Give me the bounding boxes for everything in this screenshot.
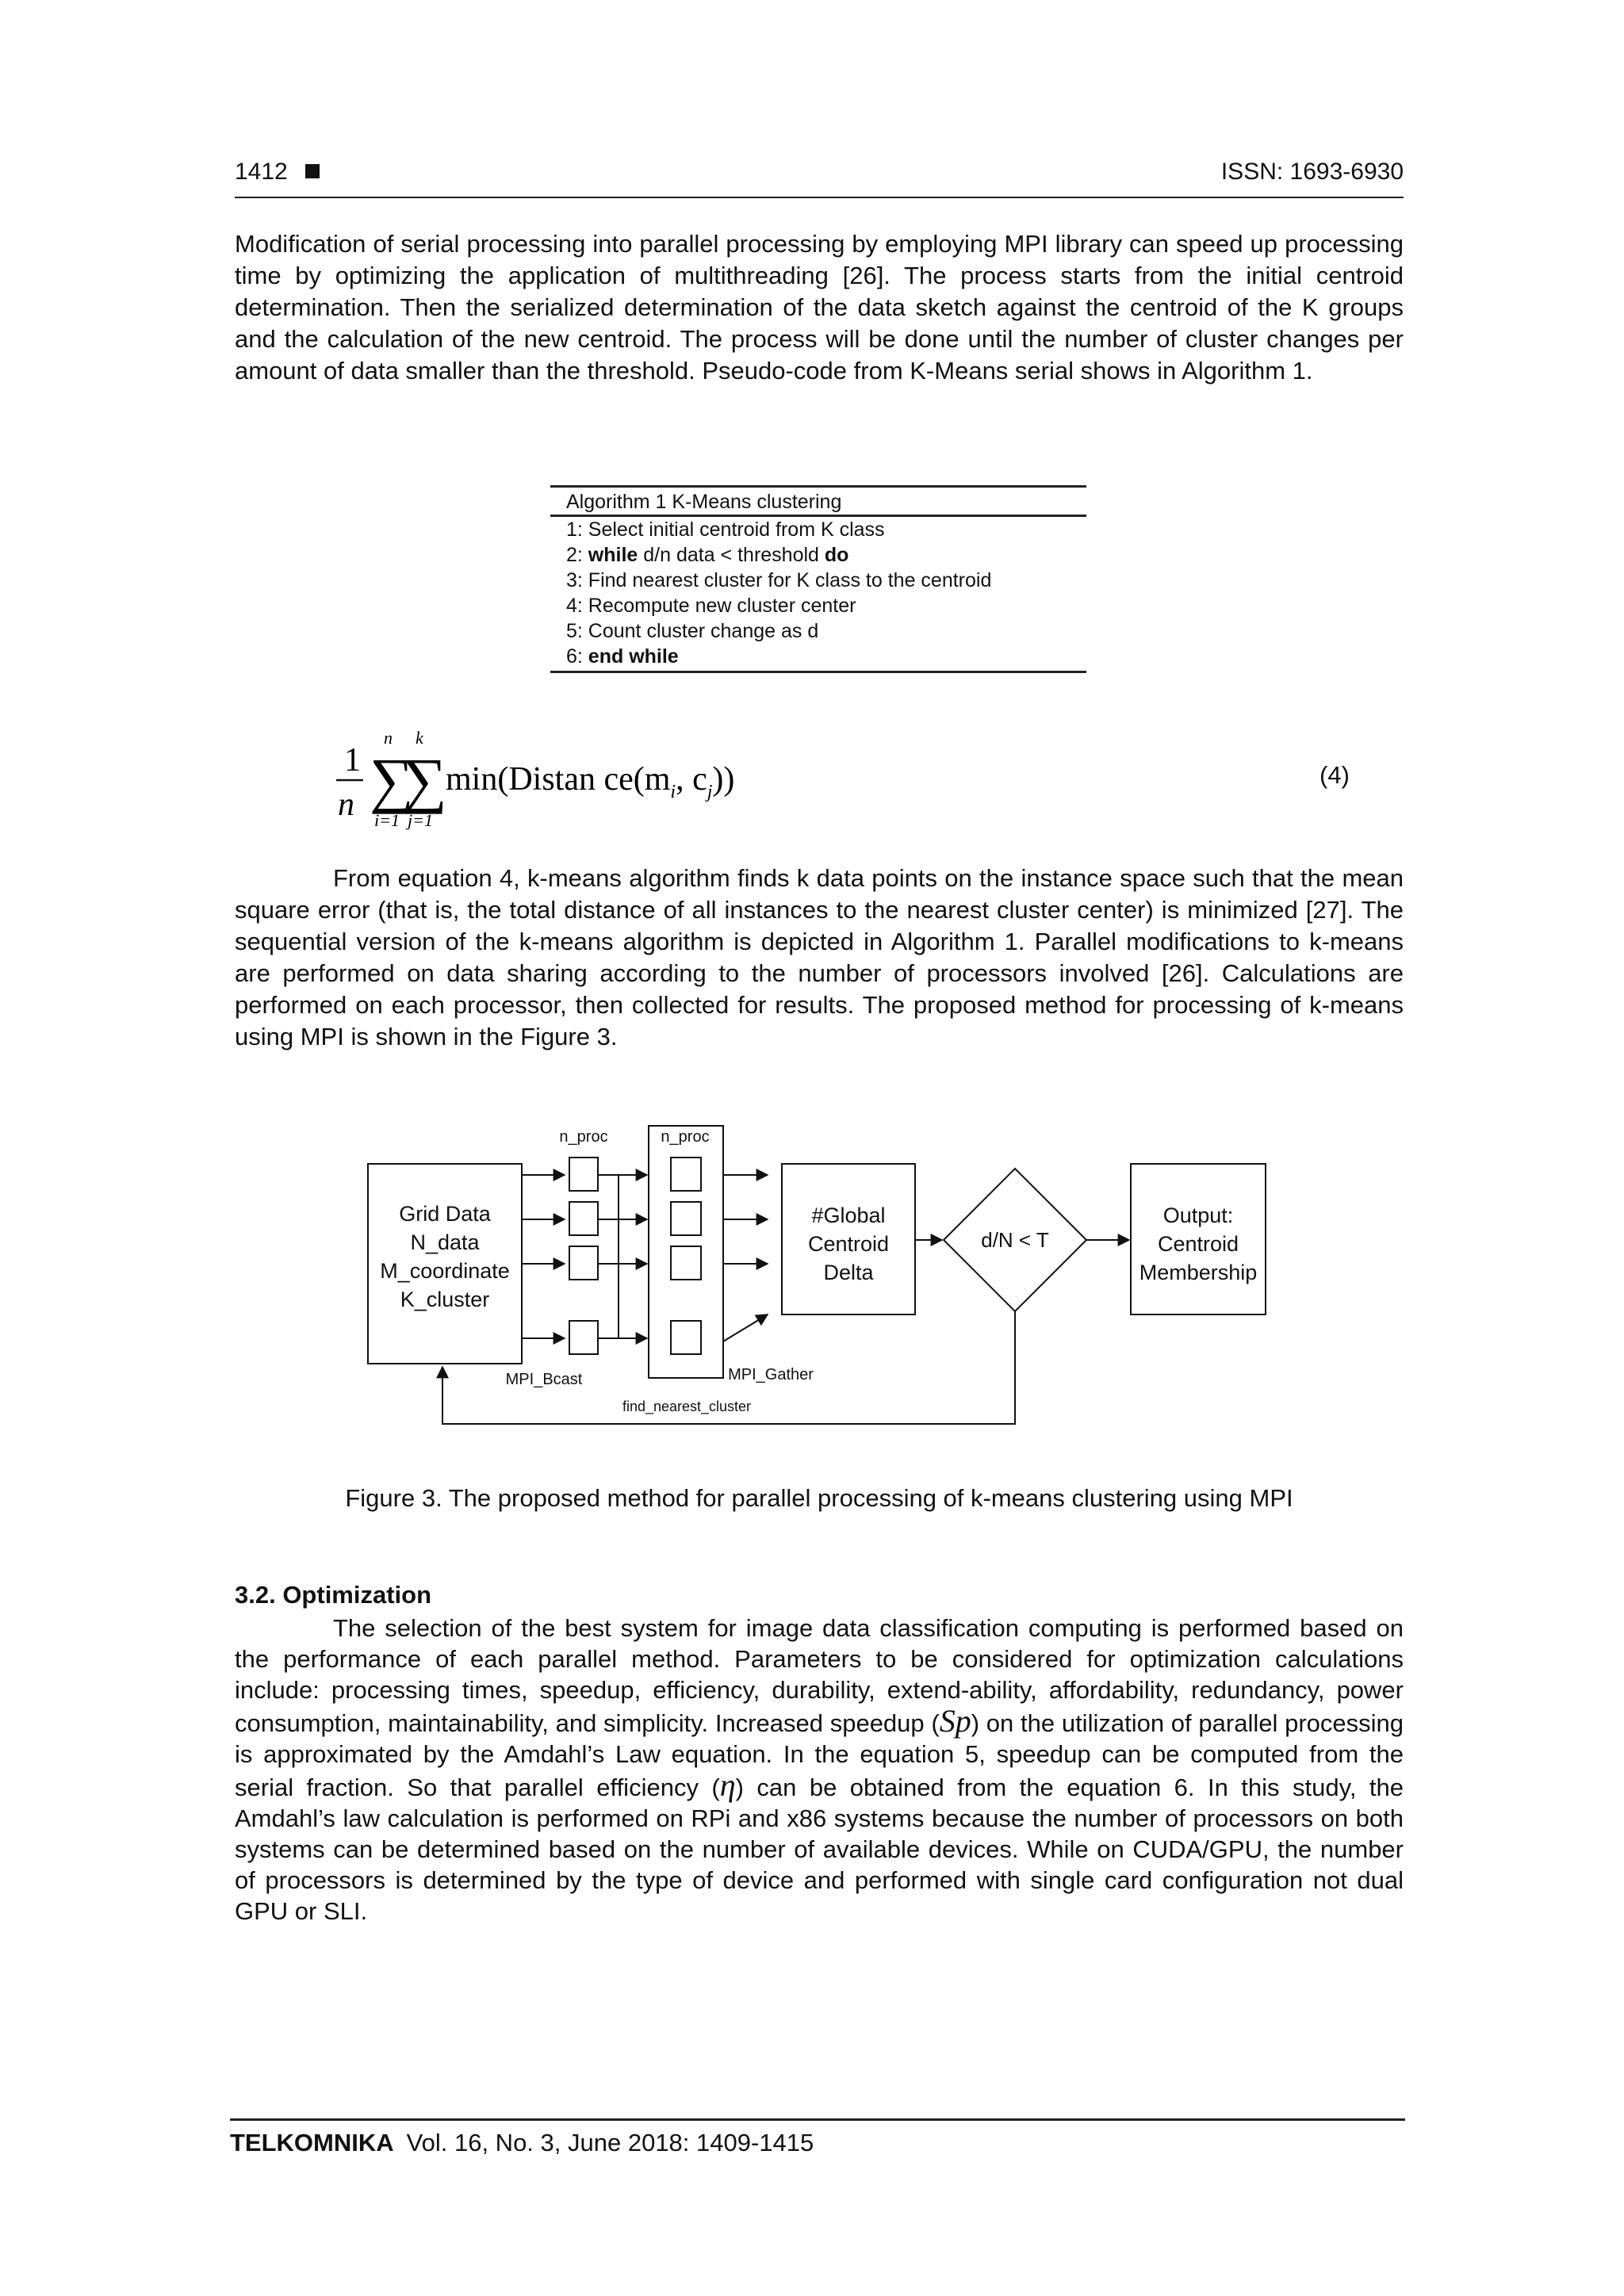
eq-denominator: n (338, 786, 354, 823)
proc-box-3 (569, 1246, 598, 1280)
algorithm-title: Algorithm 1 K-Means clustering (550, 485, 1086, 517)
mpi-bcast-label: MPI_Bcast (505, 1371, 583, 1388)
eq-sum2-top: k (416, 729, 423, 748)
algorithm-line-5: 5: Count cluster change as d (566, 620, 819, 642)
algorithm-line-3: 3: Find nearest cluster for K class to the centroid (566, 569, 992, 591)
proc-box-1 (569, 1158, 598, 1191)
algorithm-line-1: 1: Select initial centroid from K class (566, 519, 885, 541)
n-proc-label-right: n_proc (661, 1128, 710, 1146)
grid-data-line-4: K_cluster (400, 1288, 490, 1311)
cluster-box-4 (671, 1321, 701, 1354)
eq-sum1-bottom: i=1 (374, 810, 400, 830)
page-header (235, 159, 1404, 198)
algorithm-line-6: 6: end while (566, 645, 679, 668)
square-bullet-icon (305, 164, 320, 178)
proc-box-2 (569, 1202, 598, 1235)
algorithm-lines (550, 517, 1086, 673)
global-line-1: #Global (811, 1203, 886, 1227)
section-heading: 3.2. Optimization (235, 1581, 432, 1609)
figure-3-diagram (349, 1110, 1332, 1443)
grid-data-line-1: Grid Data (399, 1202, 491, 1226)
algorithm-box (550, 485, 1086, 673)
output-line-2: Centroid (1157, 1232, 1239, 1256)
output-line-1: Output: (1162, 1203, 1234, 1227)
issn: ISSN: 1693-6930 (1220, 159, 1404, 185)
eq-sum1-top: n (384, 729, 393, 748)
paragraph-3: The selection of the best system for image data classification computing is performed based on the performance of each parallel method. Parameters to be considered for optimization calculations include: processing times, speedup, efficiency, durability, extend-ability, affordability, redundancy, power consumption, maintainability, and simplicity. Increased speedup (Sp) on the utilization of parallel processing is approximated by the Amdahl’s Law equation. In the equation 5, speedup can be computed from the serial fraction. So that parallel efficiency (η) can be obtained from the equation 6. In this study, the Amdahl’s law calculation is performed on RPi and x86 systems because the number of processors on both systems can be determined based on the number of available devices. While on CUDA/GPU, the number of processors is determined by the type of device and performed with single card configuration not dual GPU or SLI. (235, 1614, 1404, 1925)
output-line-3: Membership (1139, 1261, 1258, 1284)
cluster-box-3 (671, 1246, 701, 1280)
grid-data-line-2: N_data (410, 1230, 480, 1254)
find-nearest-container (649, 1126, 723, 1378)
speedup-symbol: Sp (939, 1703, 971, 1739)
global-line-2: Centroid (807, 1232, 890, 1256)
decision-label: d/N < T (981, 1228, 1049, 1252)
n-proc-label-left: n_proc (559, 1128, 608, 1146)
eq-sum2-bottom: j=1 (408, 810, 433, 830)
eq-numerator: 1 (344, 742, 361, 779)
page-number: 1412 (235, 159, 320, 186)
intro-paragraph: Modification of serial processing into parallel processing by employing MPI library can speed up processing time by optimizing the application of multithreading [26]. The process starts from the initial centroid determination. Then the serialized determination of the data sketch against the centroid of the K groups and the calculation of the new centroid. The process will be done until the number of cluster changes per amount of data smaller than the threshold. Pseudo-code from K-Means serial shows in Algorithm 1. (235, 230, 1404, 385)
efficiency-symbol: η (719, 1767, 736, 1803)
footer-details: Vol. 16, No. 3, June 2018: 1409-1415 (406, 2129, 814, 2156)
footer-journal: TELKOMNIKA (230, 2129, 394, 2156)
gather-arrow-4 (723, 1314, 768, 1341)
mpi-gather-label: MPI_Gather (728, 1366, 814, 1383)
figure-caption: Figure 3. The proposed method for parallel processing of k-means clustering using MPI (345, 1484, 1293, 1512)
cluster-box-1 (671, 1158, 701, 1191)
grid-data-line-3: M_coordinate (380, 1259, 510, 1283)
eq-sum2-sign: ∑ (403, 745, 447, 814)
algorithm-line-4: 4: Recompute new cluster center (566, 595, 856, 617)
global-line-3: Delta (823, 1261, 874, 1284)
proc-box-4 (569, 1321, 598, 1354)
page-footer (230, 2118, 1405, 2157)
equation-4 (333, 729, 1364, 832)
find-nearest-label: find_nearest_cluster (622, 1399, 752, 1414)
cluster-box-2 (671, 1202, 701, 1235)
eq-sum1-sign: ∑ (370, 745, 414, 814)
eq-body: min(Distan $ce(m_i$, $c_j$)) (446, 761, 735, 802)
algorithm-line-2: 2: while d/n data < threshold do (566, 544, 849, 566)
paragraph-2: From equation 4, k-means algorithm finds k data points on the instance space such that the mean square error (that is, the total distance of all instances to the nearest cluster center) is minimized [27]. The sequential version of the k-means algorithm is depicted in Algorithm 1. Parallel modifications to k-means are performed on data sharing according to the number of processors involved [26]. Calculations are performed on each processor, then collected for results. The proposed method for processing of k-means using MPI is shown in the Figure 3. (235, 864, 1404, 1050)
equation-number: (4) (1320, 761, 1350, 789)
